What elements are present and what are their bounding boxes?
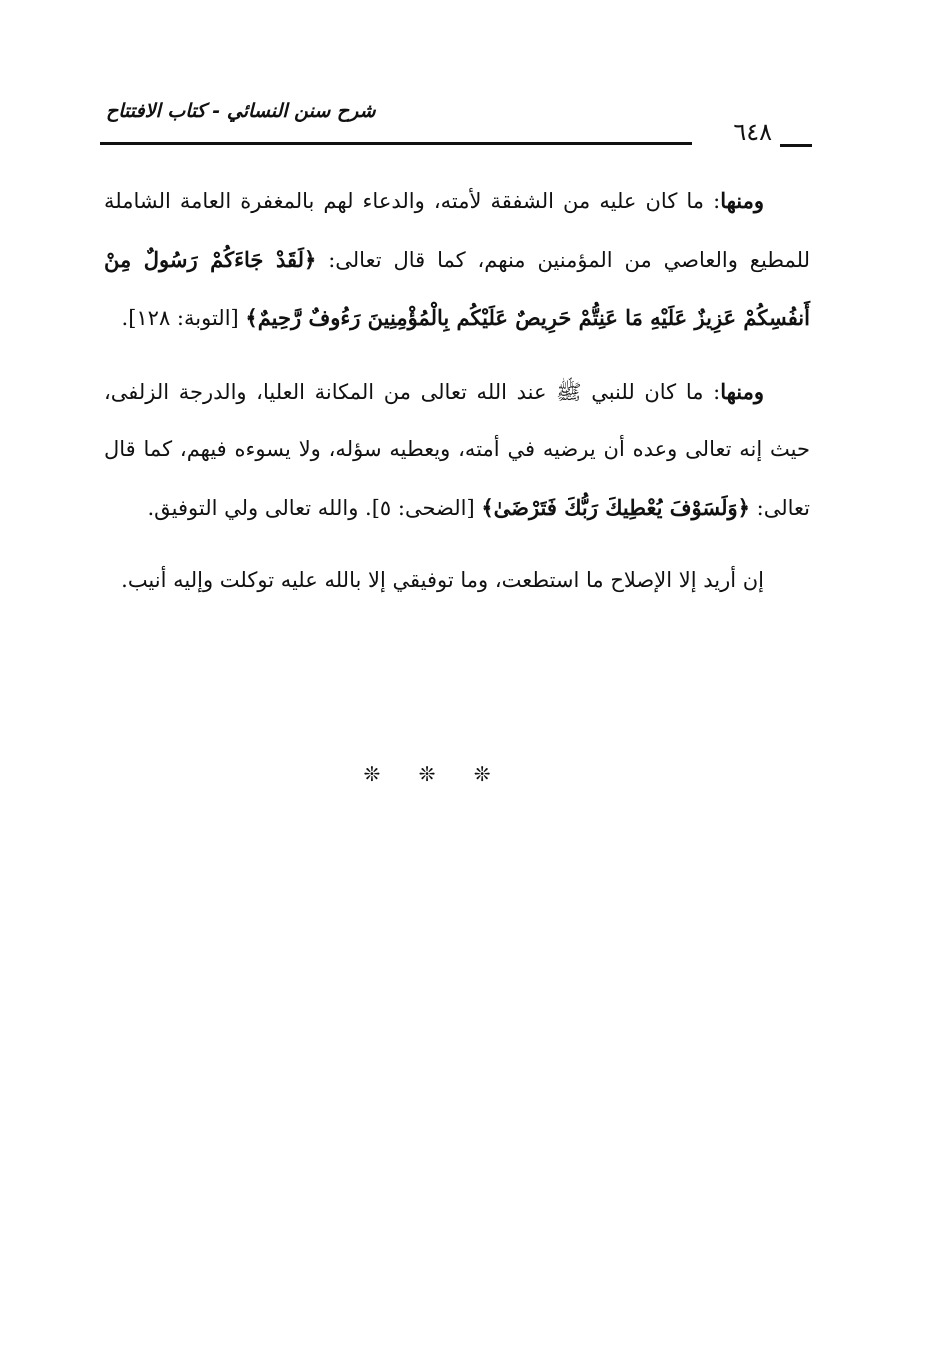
header-rule <box>100 142 692 145</box>
page-number: ٦٤٨ <box>733 118 772 146</box>
paragraph-text: إن أريد إلا الإصلاح ما استطعت، وما توفيقي إلا بالله عليه توكلت وإليه أنيب. <box>121 568 764 592</box>
paragraph-lead: ومنها <box>720 378 764 404</box>
paragraph-lead: ومنها <box>720 188 764 213</box>
running-header <box>100 98 812 152</box>
verse-citation: [الضحى: ٥]. والله تعالى ولي التوفيق. <box>147 495 482 520</box>
paragraph-status <box>104 363 810 538</box>
book-title: شرح سنن النسائي - كتاب الافتتاح <box>106 100 376 122</box>
page-number-rule <box>780 144 812 147</box>
paragraph-closing <box>104 552 810 610</box>
quran-verse: ﴿لَقَدْ جَاءَكُمْ رَسُولٌ مِنْ أَنفُسِكُمْ عَزِيزٌ عَلَيْهِ مَا عَنِتُّمْ حَرِيصٌ عَلَيْكُم بِالْمُؤْمِنِينَ رَءُوفٌ رَّحِيمٌ﴾ <box>104 246 810 330</box>
quran-verse: ﴿وَلَسَوْفَ يُعْطِيكَ رَبُّكَ فَتَرْضَىٰ﴾ <box>481 494 750 520</box>
paragraph-compassion <box>104 172 810 348</box>
section-separator: ❊ ❊ ❊ <box>363 762 507 786</box>
verse-citation: [التوبة: ١٢٨]. <box>121 306 246 330</box>
body-text <box>104 172 810 625</box>
paragraph-text: : ما كان للنبي ﷺ عند الله تعالى من المكانة العليا، والدرجة الزلفى، حيث إنه تعالى وعده أن يرضيه في أمته، ويعطيه سؤله، ولا يسوءه فيهم، كما قال تعالى: <box>104 379 810 520</box>
paragraph-text: : ما كان عليه من الشفقة لأمته، والدعاء لهم بالمغفرة العامة الشاملة للمطيع والعاصي من المؤمنين منهم، كما قال تعالى: <box>104 189 810 272</box>
